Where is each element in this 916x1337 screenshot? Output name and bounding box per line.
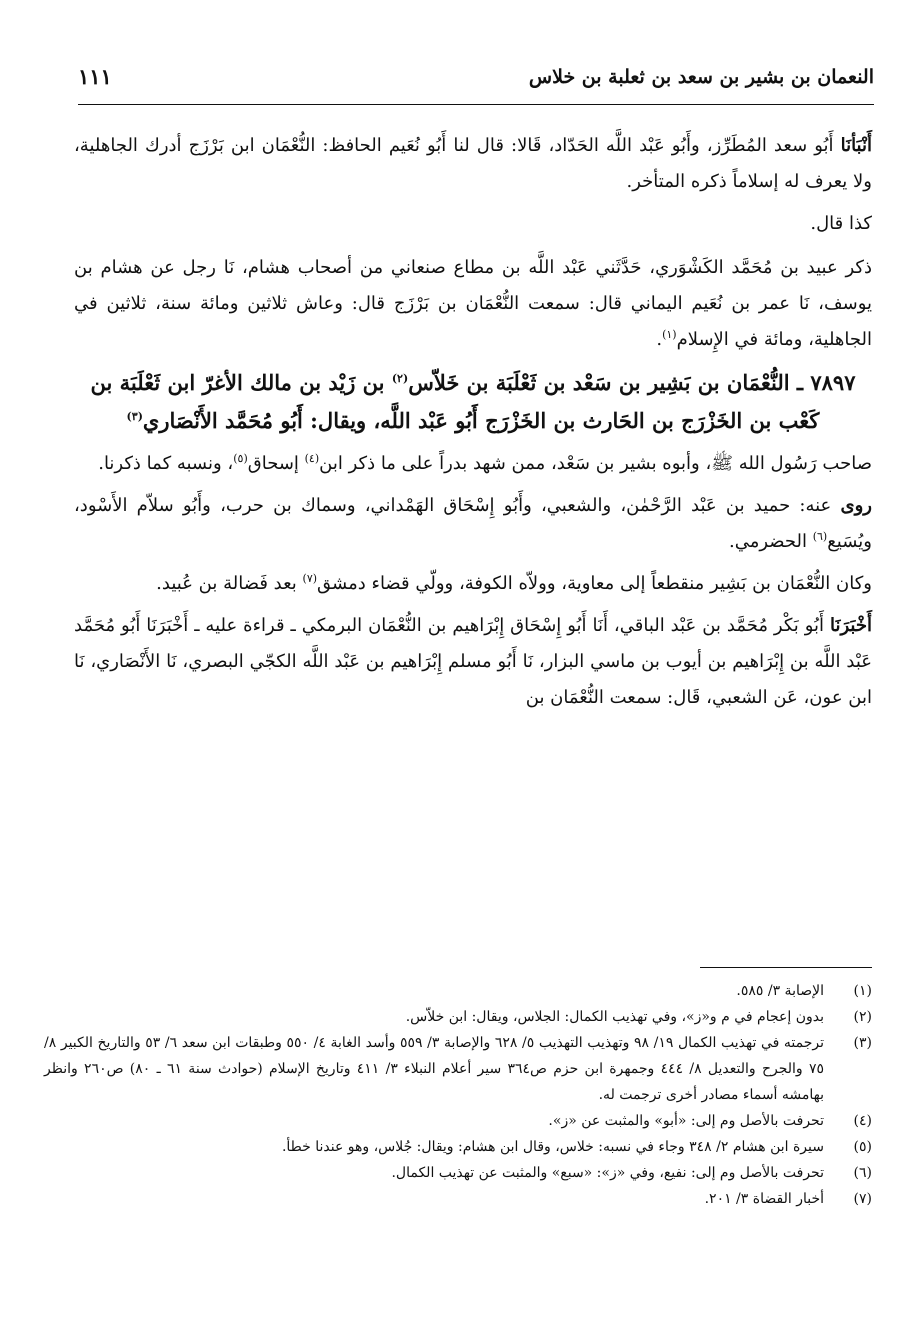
paragraph-4-text2: إسحاق	[247, 453, 305, 474]
main-text	[74, 128, 872, 722]
footnote-number: (٣)	[853, 1035, 872, 1051]
paragraph-5-text2: الحضرمي.	[728, 531, 813, 552]
footnote-number: (٦)	[853, 1165, 872, 1181]
paragraph-4-text1: صاحب رَسُول الله ﷺ، وأبوه بشير بن سَعْد، ممن شهد بدراً على ما ذكر ابن	[319, 453, 872, 474]
footnote-text: بدون إعجام في م و«ز»، وفي تهذيب الكمال: الجلاس، ويقال: ابن خلاّس.	[405, 1009, 824, 1025]
paragraph-6-text2: بعد فَضالة بن عُبيد.	[156, 573, 303, 594]
paragraph-3-end: .	[656, 329, 663, 350]
footnote-ref-5: (٥)	[233, 452, 248, 465]
footnote-text: سيرة ابن هشام ٢/ ٣٤٨ وجاء في نسبه: خلاس، وقال ابن هشام: ويقال: جُلاس، وهو عندنا خطأ.	[281, 1139, 824, 1155]
footnote-ref-6: (٦)	[812, 530, 828, 543]
footnote	[44, 1160, 872, 1186]
footnote	[44, 1134, 872, 1160]
paragraph-6-text1: وكان النُّعْمَان بن بَشِير منقطعاً إلى معاوية، وولاّه الكوفة، وولّي قضاء دمشق	[317, 573, 872, 594]
entry-heading	[74, 364, 872, 440]
footnote-text: الإصابة ٣/ ٥٨٥.	[736, 983, 824, 999]
paragraph-1-text: أَبُو سعد المُطَرِّز، وأَبُو عَبْد اللَّه الحَدّاد، قَالا: قال لنا أَبُو نُعَيم الحافظ: النُّعْمَان ابن بَرْزَج أدرك الجاهلية، ولا يعرف له إسلاماً ذكره المتأخر.	[74, 135, 872, 192]
footnote-text: تحرفت بالأصل وم إلى: «أبو» والمثبت عن «ز».	[548, 1113, 824, 1129]
paragraph-5-lead: روى	[840, 495, 872, 516]
footnotes	[44, 978, 872, 1212]
footnote-text: أخبار القضاة ٣/ ٢٠١.	[704, 1191, 824, 1207]
paragraph-2: كذا قال.	[810, 213, 872, 234]
footnote-number: (١)	[853, 983, 872, 999]
footnote	[44, 1186, 872, 1212]
paragraph-6	[74, 566, 872, 602]
footnote-number: (٢)	[853, 1009, 872, 1025]
paragraph-7-lead: أَخْبَرَنَا	[830, 615, 872, 636]
footnote	[44, 1004, 872, 1030]
footnote-ref-7: (٧)	[302, 572, 318, 585]
paragraph-1	[74, 128, 872, 200]
running-header	[78, 62, 874, 102]
paragraph-7-text: أَبُو بَكْر مُحَمَّد بن عَبْد الباقي، أَنَا أَبُو إِسْحَاق إِبْرَاهيم بن النُّعْمَان البرمكي ـ قراءة عليه ـ أَخْبَرَنَا أَبُو مُحَمَّد عَبْد اللَّه بن إِبْرَاهيم بن أيوب بن ماسي البزار، نَا أَبُو مسلم إِبْرَاهيم بن عَبْد اللَّه الكجّي البصري، نَا الأَنْصَاري، نَا ابن عون، عَن الشعبي، قَال: سمعت النُّعْمَان بن	[74, 615, 872, 708]
paragraph-3	[74, 250, 872, 358]
footnote-ref-4: (٤)	[304, 452, 320, 465]
entry-heading-part2: بن زَيْد بن مالك الأغرّ ابن ثَعْلَبَة بن كَعْب بن الخَزْرَج بن الحَارث بن الخَزْرَج أَبُو عَبْد اللَّه، ويقال: أَبُو مُحَمَّد الأَنْصَاري	[90, 370, 820, 433]
page-number: ١١١	[78, 64, 112, 89]
footnote	[44, 1030, 872, 1108]
paragraph-1-lead: أَنْبَأنَا	[840, 135, 872, 156]
paragraph-5	[74, 488, 872, 560]
footnote	[44, 978, 872, 1004]
footnote-ref-3: (٣)	[126, 410, 143, 423]
footnote-text: تحرفت بالأصل وم إلى: نفيع، وفي «ز»: «سبع» والمثبت عن تهذيب الكمال.	[391, 1165, 824, 1181]
footnote-rule	[700, 967, 872, 968]
footnote-number: (٥)	[853, 1139, 872, 1155]
paragraph-5-text1: عنه: حميد بن عَبْد الرَّحْمٰن، والشعبي، وأَبُو إِسْحَاق الهَمْداني، وسماك بن حرب، وأَبُو سلاّم الأَسْود، ويُسَيع	[74, 495, 872, 552]
paragraph-4	[74, 446, 872, 482]
footnote-text: ترجمته في تهذيب الكمال ١٩/ ٩٨ وتهذيب التهذيب ٥/ ٦٢٨ والإصابة ٣/ ٥٥٩ وأسد الغابة ٤/ ٥٥٠ وطبقات ابن سعد ٦/ ٥٣ والتاريخ الكبير ٨/ ٧٥ والجرح والتعديل ٨/ ٤٤٤ وجمهرة ابن حزم ص٣٦٤ سير أعلام النبلاء ٣/ ٤١١ وتاريخ الإسلام (حوادث سنة ٦١ ـ ٨٠) ص٢٦٠ وانظر بهامشه أسماء مصادر أخرى ترجمت له.	[44, 1035, 825, 1103]
footnote-number: (٧)	[853, 1191, 872, 1207]
footnote-ref-1: (١)	[662, 328, 677, 341]
header-rule	[78, 104, 874, 105]
footnote-number: (٤)	[853, 1113, 872, 1129]
paragraph-3-text: ذكر عبيد بن مُحَمَّد الكَشْوَري، حَدَّثَني عَبْد اللَّه بن مطاع صنعاني من أصحاب هشام، نَا رجل عن هشام بن يوسف، نَا عمر بن نُعَيم اليماني قال: سمعت النُّعْمَان بن بَرْزَج قال: وعاش ثلاثين ومائة سنة، ثلاثين في الجاهلية، ومائة في الإِسلام	[74, 257, 872, 350]
paragraph-7	[74, 608, 872, 716]
running-title: النعمان بن بشير بن سعد بن ثعلبة بن خلاس	[528, 66, 874, 88]
footnote-ref-2: (٢)	[391, 372, 409, 385]
entry-heading-part1: ٧٨٩٧ ـ النُّعْمَان بن بَشِير بن سَعْد بن ثَعْلَبَة بن خَلاّس	[408, 370, 856, 395]
footnote	[44, 1108, 872, 1134]
paragraph-4-text3: ، ونسبه كما ذكرنا.	[98, 453, 234, 474]
